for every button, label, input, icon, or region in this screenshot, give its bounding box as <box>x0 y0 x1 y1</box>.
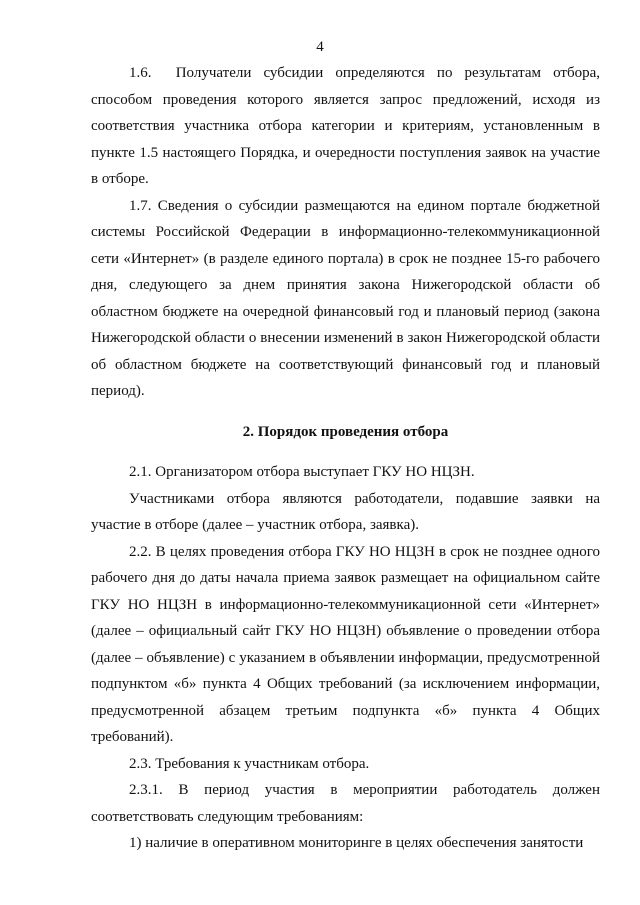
paragraph-1-7: 1.7. Сведения о субсидии размещаются на едином портале бюджетной системы Российской Федерации в информационно-телекоммуникационной сети «Интернет» (в разделе единого портала) в срок не позднее 15-го рабочего дня, следующего за днем принятия закона Нижегородской области об областном бюджете на очередной финансовый год и плановый период (закона Нижегородской области о внесении изменений в закон Нижегородской области об областном бюджете на соответствующий финансовый год и плановый период). <box>91 197 600 399</box>
paragraph-2-1: 2.1. Организатором отбора выступает ГКУ НО НЦЗН. <box>129 464 475 480</box>
paragraph-2-3: 2.3. Требования к участникам отбора. <box>129 755 370 772</box>
paragraph-participants: Участниками отбора являются работодатели, подавшие заявки на участие в отборе (далее – участник отбора, заявка). <box>91 490 600 533</box>
page-number: 4 <box>316 39 324 55</box>
paragraph-1-6: 1.6. Получатели субсидии определяются по результатам отбора, способом проведения которого является запрос предложений, исходя из соответствия участника отбора категории и критериям, установленным в пункте 1.5 настоящего Порядка, и очередности поступления заявок на участие в отборе. <box>91 65 600 187</box>
paragraph-2-3-1: 2.3.1. В период участия в мероприятии работодатель должен соответствовать следующим требованиям: <box>91 782 600 825</box>
paragraph-item-1: 1) наличие в оперативном мониторинге в целях обеспечения занятости <box>129 835 584 851</box>
document-body <box>91 60 600 857</box>
paragraph-2-2: 2.2. В целях проведения отбора ГКУ НО НЦЗН в срок не позднее одного рабочего дня до даты начала приема заявок размещает на официальном сайте ГКУ НО НЦЗН в информационно-телекоммуникационной сети «Интернет» (далее – официальный сайт ГКУ НО НЦЗН) объявление о проведении отбора (далее – объявление) с указанием в объявлении информации, предусмотренной подпунктом «б» пункта 4 Общих требований (за исключением информации, предусмотренной абзацем третьим подпункта «б» пункта 4 Общих требований). <box>91 543 600 745</box>
section-heading: 2. Порядок проведения отбора <box>242 423 449 440</box>
